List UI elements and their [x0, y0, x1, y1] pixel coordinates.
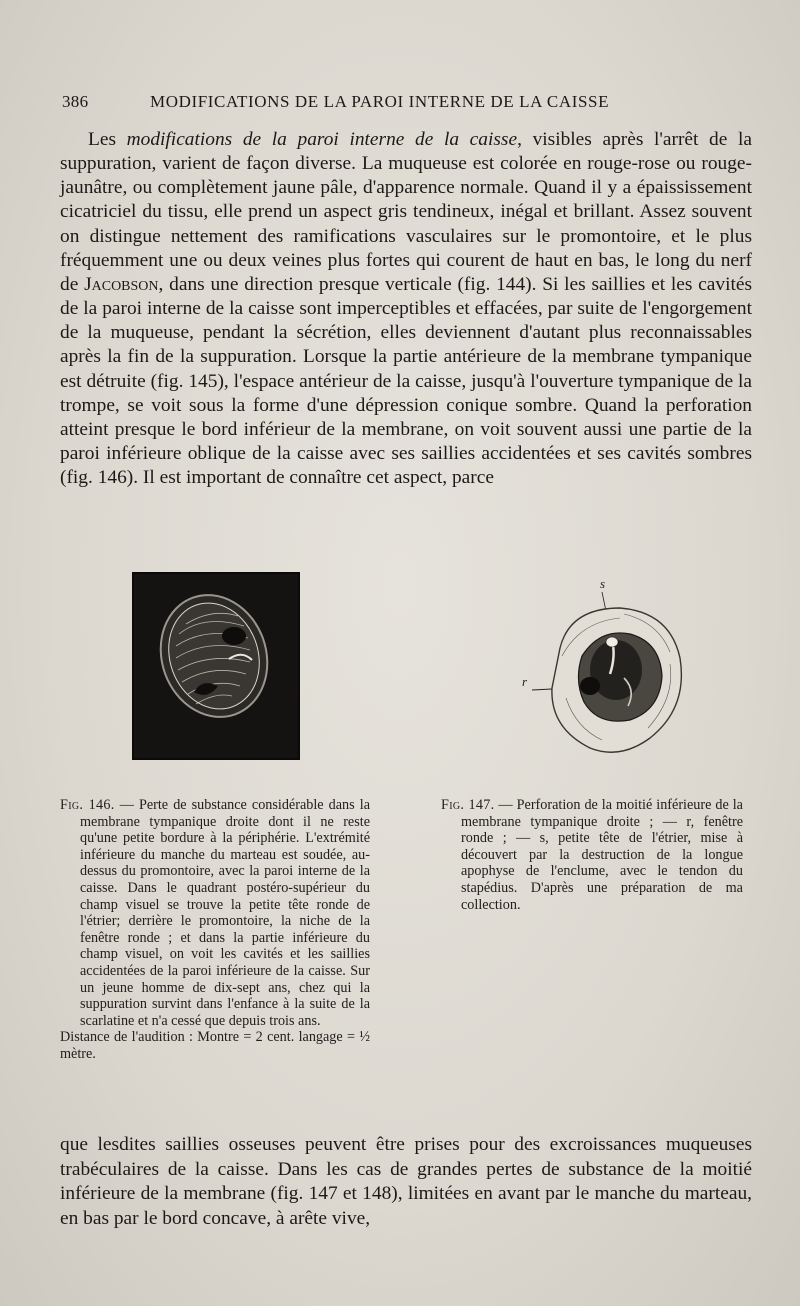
p1-middle: , visibles après l'arrêt de la suppuration, varient de façon diverse. La muqueuse est colorée en rouge-rose ou rouge-jaunâtre, ou complètement jaune pâle, d'apparence normale. Quand il y a épaississement cicatriciel du tissu, elle prend un aspect gris tendineux, inégal et brillant. Assez souvent on distingue nettement des ramifications vasculaires sur le promontoire, et le plus fréquemment une ou deux veines plus fortes qui courent de haut en bas, le long du nerf de: [60, 129, 752, 295]
main-paragraph: [60, 128, 752, 490]
caption-146-text: — Perte de substance considérable dans la membrane tympanique droite dont il ne reste qu'une petite bordure à la périphérie. L'extrémité inférieure du manche du marteau est soudée, au-dessus du promontoire, avec la paroi interne de la caisse. Dans le quadrant postéro-supérieur du champ visuel se trouve la petite tête ronde de l'étrier; derrière le promontoire, la niche de la fenêtre ronde ; et dans la partie inférieure du champ visuel, on voit les cavités et les saillies accidentées de la paroi inférieure de la caisse. Sur un jeune homme de dix-sept ans, chez qui la suppuration survint dans l'enfance à la suite de la scarlatine et n'a cessé que depuis trois ans.: [80, 797, 370, 1029]
marker-s: s: [600, 578, 606, 591]
figure-147-svg: [520, 578, 700, 768]
p1-end: , dans une direction presque verticale (fig. 144). Si les saillies et les cavités de la paroi interne de la caisse sont imperceptibles et effacées, par suite de l'engorgement de la muqueuse, pendant la sécrétion, elles deviennent d'autant plus reconnaissables après la fin de la suppuration. Lorsque la partie antérieure de la membrane tympanique est détruite (fig. 145), l'espace antérieur de la caisse, jusqu'à l'ouverture tympanique de la trompe, se voit sous la forme d'une dépression conique sombre. Quand la perforation atteint presque le bord inférieur de la membrane, on voit souvent aussi une partie de la paroi inférieure oblique de la caisse avec ses saillies accidentées et ses cavités sombres (fig. 146). Il est important de connaître cet aspect, parce: [60, 273, 752, 489]
figure-146-caption: [60, 797, 370, 1063]
caption-146-hearing-distance: Distance de l'audition : Montre = 2 cent. langage = ½ mètre.: [60, 1029, 370, 1062]
marker-r: r: [522, 674, 528, 689]
caption-146-body: [60, 797, 370, 1029]
figure-147-caption: [441, 797, 743, 913]
p1-italic-phrase: modifications de la paroi interne de la caisse: [126, 129, 518, 150]
figure-147-label: Fig. 147.: [441, 797, 495, 813]
figure-146-label: Fig. 146.: [60, 797, 115, 813]
caption-147-body: [441, 797, 743, 913]
page-number: 386: [62, 92, 89, 111]
figure-146-drawing: [134, 574, 298, 758]
caption-147-text: — Perforation de la moitié inférieure de la membrane tympanique droite ; — r, fenêtre ronde ; — s, petite tête de l'étrier, mise à découvert par la destruction de la longue apophyse de l'enclume, avec le tendon du stapédius. D'après une préparation de ma collection.: [461, 797, 743, 913]
continuation-text: que lesdites saillies osseuses peuvent être prises pour des excroissances muqueuses trabéculaires de la caisse. Dans les cas de grandes pertes de substance de la moitié inférieure de la membrane (fig. 147 et 148), limitées en avant par le manche du marteau, en bas par le bord concave, à arête vive,: [60, 1134, 752, 1229]
running-title: MODIFICATIONS DE LA PAROI INTERNE DE LA CAISSE: [150, 92, 610, 111]
figure-146-engraving: [132, 572, 300, 760]
running-header: [62, 92, 752, 114]
p1-start: Les: [88, 129, 127, 150]
continuation-paragraph: [60, 1133, 752, 1231]
figure-147-drawing: [520, 578, 700, 768]
paragraph-1: [60, 128, 752, 490]
p1-name-jacobson: Jacobson: [84, 273, 159, 295]
